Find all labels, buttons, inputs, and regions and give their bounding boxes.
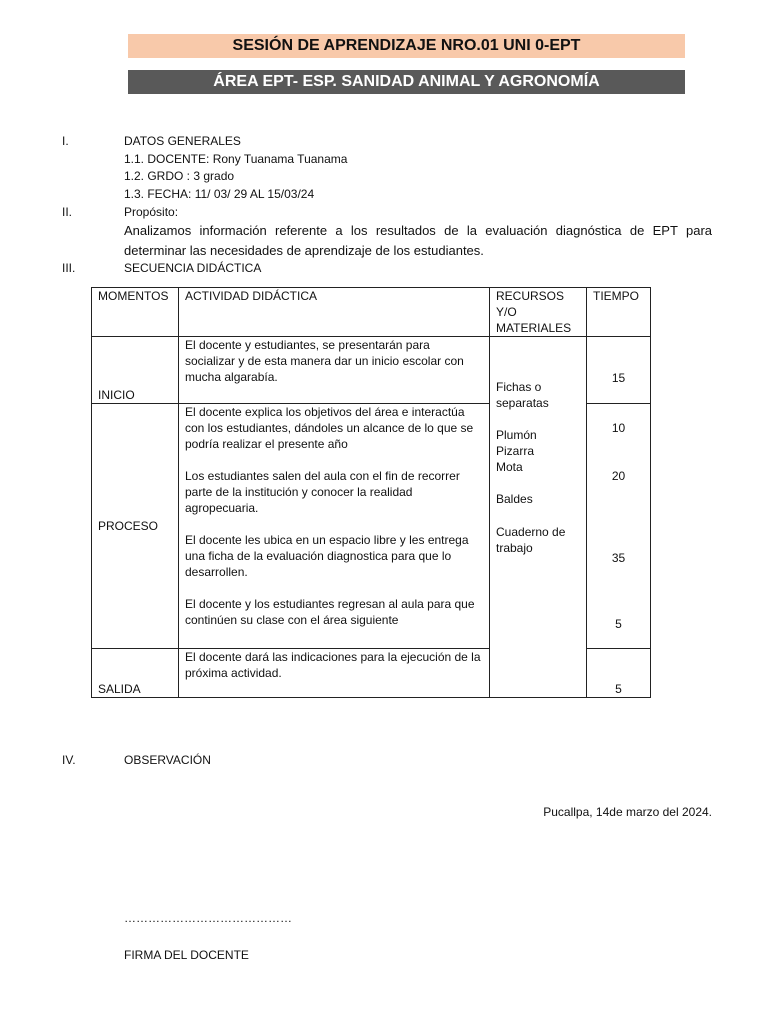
moment-salida: SALIDA: [92, 649, 179, 698]
header-momentos: MOMENTOS: [92, 288, 179, 337]
signature-line: ……………………………………: [124, 911, 292, 925]
section-heading-general-data: DATOS GENERALES: [124, 134, 241, 148]
time-proceso: [587, 404, 651, 649]
activity-proceso-3: El docente les ubica en un espacio libre y les entrega una ficha de la evaluación diagnostica para que lo desarrollen.: [185, 533, 469, 579]
date-field: 1.3. FECHA: 11/ 03/ 29 AL 15/03/24: [124, 187, 315, 201]
table-header-row: [92, 288, 651, 337]
activity-inicio: El docente y estudiantes, se presentarán para socializar y de esta manera dar un inicio escolar con mucha algarabía.: [179, 337, 490, 404]
didactic-sequence-table: [91, 287, 651, 698]
teacher-field: 1.1. DOCENTE: Rony Tuanama Tuanama: [124, 152, 348, 166]
resource-baldes: Baldes: [496, 492, 533, 506]
time-value: 5: [615, 617, 622, 631]
header-actividad: ACTIVIDAD DIDÁCTICA: [179, 288, 490, 337]
section-number-4: IV.: [62, 753, 76, 767]
time-inicio: [587, 337, 651, 404]
activity-salida: El docente dará las indicaciones para la ejecución de la próxima actividad.: [179, 649, 490, 698]
place-date: Pucallpa, 14de marzo del 2024.: [543, 805, 712, 819]
activity-proceso: [179, 404, 490, 649]
activity-proceso-4: El docente y los estudiantes regresan al aula para que continúen su clase con el área siguiente: [185, 597, 475, 627]
section-heading-observation: OBSERVACIÓN: [124, 753, 211, 767]
time-value: 15: [611, 371, 626, 385]
section-heading-sequence: SECUENCIA DIDÁCTICA: [124, 261, 262, 275]
resource-cuaderno: Cuaderno de trabajo: [496, 525, 566, 555]
section-number-3: III.: [62, 261, 76, 275]
grade-field: 1.2. GRDO : 3 grado: [124, 169, 235, 183]
activity-proceso-2: Los estudiantes salen del aula con el fin de recorrer parte de la institución y conocer la realidad agropecuaria.: [185, 469, 460, 515]
time-salida: 5: [587, 649, 651, 698]
session-title: SESIÓN DE APRENDIZAJE NRO.01 UNI 0-EPT: [128, 34, 685, 58]
section-number-2: II.: [62, 205, 73, 219]
table-row-inicio: [92, 337, 651, 404]
resource-pizarra: Pizarra: [496, 444, 535, 458]
signature-label: FIRMA DEL DOCENTE: [124, 948, 249, 962]
area-title: ÁREA EPT- ESP. SANIDAD ANIMAL Y AGRONOMÍA: [128, 70, 685, 94]
resource-plumon: Plumón: [496, 428, 537, 442]
resource-fichas: Fichas o separatas: [496, 380, 549, 410]
purpose-text: Analizamos información referente a los resultados de la evaluación diagnóstica de EPT para determinar las necesidades de aprendizaje de los estudiantes.: [124, 223, 712, 258]
time-value: 35: [611, 551, 626, 565]
moment-proceso: PROCESO: [92, 404, 179, 649]
resources-cell: [490, 337, 587, 698]
resource-mota: Mota: [496, 460, 523, 474]
section-number-1: I.: [62, 134, 69, 148]
header-recursos: RECURSOS Y/O MATERIALES: [490, 288, 587, 337]
time-value: 20: [611, 469, 626, 483]
header-tiempo: TIEMPO: [587, 288, 651, 337]
moment-inicio: INICIO: [92, 337, 179, 404]
section-heading-purpose: Propósito:: [124, 205, 179, 219]
time-value: 10: [611, 421, 626, 435]
activity-proceso-1: El docente explica los objetivos del área e interactúa con los estudiantes, dándoles un alcance de lo que se podría realizar el presente año: [185, 405, 474, 451]
